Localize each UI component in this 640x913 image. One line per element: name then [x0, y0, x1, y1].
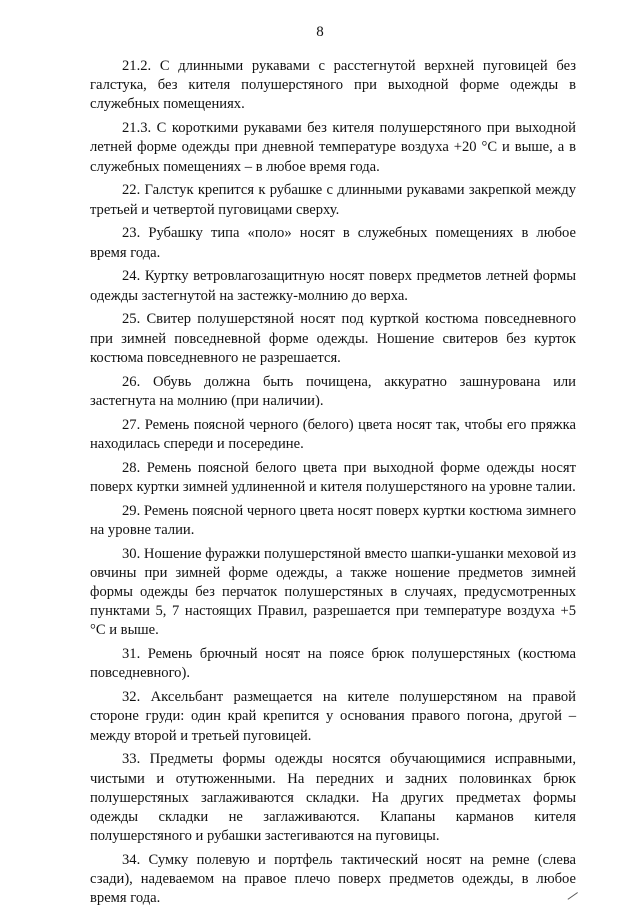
paragraph-29: 29. Ремень поясной черного цвета носят поверх куртки костюма зимнего на уровне талии.: [90, 502, 576, 538]
paragraph-27: 27. Ремень поясной черного (белого) цвета носят так, чтобы его пряжка находилась спереди и посередине.: [90, 416, 576, 452]
paragraph-30: 30. Ношение фуражки полушерстяной вместо шапки-ушанки меховой из овчины при зимней форме одежды, а также ношение предметов зимней формы одежды без перчаток полушерстяных в случаях, предусмотренных пунктами 5, 7 настоящих Правил, разрешается при температуре воздуха +5 °С и выше.: [90, 545, 576, 639]
paragraph-23: 23. Рубашку типа «поло» носят в служебных помещениях в любое время года.: [90, 225, 576, 261]
paragraph-25: 25. Свитер полушерстяной носят под курткой костюма повседневного при зимней повседневной форме одежды. Ношение свитеров без курток костюма повседневного не разрешается.: [90, 311, 576, 366]
paragraph-21-2: 21.2. С длинными рукавами с расстегнутой верхней пуговицей без галстука, без кителя полушерстяного при выходной форме одежды в служебных помещениях.: [90, 58, 576, 113]
paragraph-28: 28. Ремень поясной белого цвета при выходной форме одежды носят поверх куртки зимней удлиненной и кителя полушерстяного на уровне талии.: [90, 459, 576, 495]
page-number: 8: [316, 24, 324, 40]
document-body: [90, 57, 576, 913]
paragraph-21-3: 21.3. С короткими рукавами без кителя полушерстяного при выходной летней форме одежды при дневной температуре воздуха +20 °С и выше, а в служебных помещениях – в любое время года.: [90, 120, 576, 175]
paragraph-34: 34. Сумку полевую и портфель тактический носят на ремне (слева сзади), надеваемом на правое плечо поверх предметов одежды, в любое время года.: [90, 852, 576, 907]
paragraph-31: 31. Ремень брючный носят на поясе брюк полушерстяных (костюма повседневного).: [90, 646, 576, 682]
paragraph-22: 22. Галстук крепится к рубашке с длинными рукавами закрепкой между третьей и четвертой пуговицами сверху.: [90, 182, 576, 218]
paragraph-26: 26. Обувь должна быть почищена, аккуратно зашнурована или застегнута на молнию (при наличии).: [90, 373, 576, 409]
paragraph-32: 32. Аксельбант размещается на кителе полушерстяном на правой стороне груди: один край крепится у основания правого погона, другой – между второй и третьей пуговицей.: [90, 689, 576, 744]
paragraph-33: 33. Предметы формы одежды носятся обучающимися исправными, чистыми и отутюженными. На передних и задних половинках брюк полушерстяных заглаживаются складки. На других предметах формы одежды складки не заглаживаются. Клапаны карманов кителя полушерстяного и рубашки застегиваются на пуговицы.: [90, 751, 576, 845]
paragraph-24: 24. Куртку ветровлагозащитную носят поверх предметов летней формы одежды застегнутой на застежку-молнию до верха.: [90, 268, 576, 304]
